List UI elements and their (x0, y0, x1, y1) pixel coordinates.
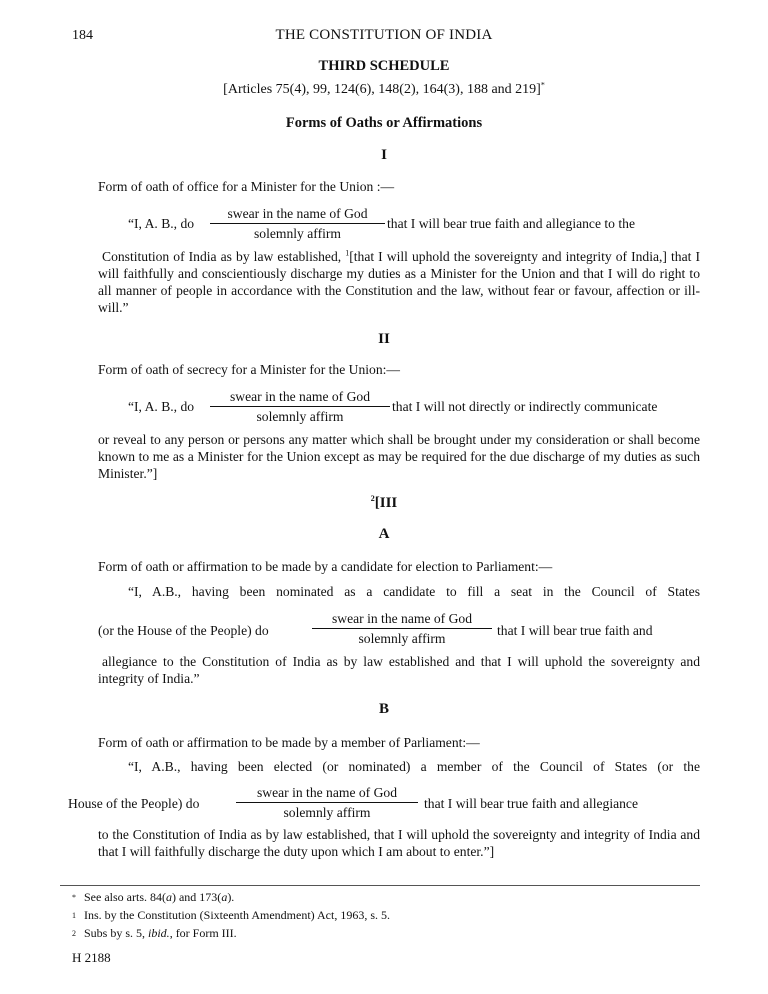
section-3a-body: allegiance to the Constitution of India as by law established and that I will uphold the sovereignty and integrity of India.” (98, 654, 700, 686)
footnote-1: 1 Ins. by the Constitution (Sixteenth Amendment) Act, 1963, s. 5. (72, 908, 390, 922)
footnote-asterisk: * See also arts. 84(a) and 173(a). (72, 890, 235, 904)
fraction-affirm: solemnly affirm (256, 409, 344, 424)
section-1-intro: Form of oath of office for a Minister for the Union :— (98, 179, 395, 194)
section-3a-intro: Form of oath or affirmation to be made by a candidate for election to Parliament:— (98, 559, 553, 574)
fraction-swear: swear in the name of God (227, 206, 368, 221)
footnote-divider (60, 885, 700, 886)
section-1-numeral: I (381, 147, 387, 163)
section-3-numeral: $^2$[III (370, 494, 398, 511)
running-title: THE CONSTITUTION OF INDIA (275, 27, 493, 43)
fraction-affirm: solemnly affirm (254, 226, 341, 241)
section-3a-oath-fraction (312, 610, 492, 647)
section-3b-oath-fraction (236, 784, 418, 821)
section-3b-line-2-start: House of the People) do (68, 796, 200, 811)
section-3b-body: to the Constitution of India as by law established, that I will uphold the sovereignty and integrity of India and that I will faithfully discharge the duty upon which I am about to enter.”] (98, 827, 700, 859)
page-number: 184 (72, 28, 93, 43)
section-2-intro: Form of oath of secrecy for a Minister for the Union:— (98, 362, 401, 377)
footnote-2-mark: 2 (370, 494, 375, 503)
section-3b-intro: Form of oath or affirmation to be made by a member of Parliament:— (98, 735, 480, 750)
print-code: H 2188 (72, 950, 111, 965)
schedule-title: THIRD SCHEDULE (318, 58, 450, 74)
section-3b-line-2-end: that I will bear true faith and allegiance (424, 796, 639, 811)
section-2-oath-fraction (210, 388, 390, 425)
fraction-swear: swear in the name of God (256, 785, 398, 800)
section-3b-line-1: “I, A.B., having been elected (or nominated) a member of the Council of States (or the (128, 759, 700, 774)
articles-footnote-mark: * (540, 80, 545, 90)
schedule-subtitle: Forms of Oaths or Affirmations (285, 115, 483, 131)
section-2-numeral: II (378, 331, 390, 347)
section-1-body: Constitution of India as by law established, $^1$[that I will uphold the sovereignty and integrity of India,] that I will faithfully and conscientiously discharge my duties as a Minister for the Union and that I will do right to all manner of people in accordance with the Constitution and the law, without fear or favour, affection or ill-will.” (98, 248, 700, 315)
schedule-articles: [Articles 75(4), 99, 124(6), 148(2), 164(3), 188 and 219]* (223, 80, 545, 97)
section-2-body: or reveal to any person or persons any matter which shall be brought under my consideration or shall become known to me as a Minister for the Union except as may be required for the due discharge of my duties as such Minister.”] (98, 432, 700, 481)
section-1-oath-end: that I will bear true faith and allegiance to the (387, 216, 635, 231)
fraction-swear: swear in the name of God (229, 389, 371, 404)
section-3a-line-2-start: (or the House of the People) do (98, 623, 269, 638)
section-3b-letter: B (378, 701, 389, 717)
fraction-affirm: solemnly affirm (283, 805, 371, 820)
section-3a-letter: A (378, 526, 390, 542)
section-1-oath-fraction (210, 205, 385, 242)
footnote-1-mark: 1 (345, 248, 350, 258)
section-2-oath-start: “I, A. B., do (128, 399, 195, 414)
section-3a-line-1: “I, A.B., having been nominated as a candidate to fill a seat in the Council of States (128, 584, 700, 599)
fraction-affirm: solemnly affirm (358, 631, 446, 646)
footnote-2: 2 Subs by s. 5, ibid., for Form III. (72, 926, 237, 940)
fraction-swear: swear in the name of God (331, 611, 473, 626)
section-3a-line-2-end: that I will bear true faith and (497, 623, 653, 638)
section-1-oath-start: “I, A. B., do (128, 216, 195, 231)
section-2-oath-end: that I will not directly or indirectly communicate (392, 399, 658, 414)
